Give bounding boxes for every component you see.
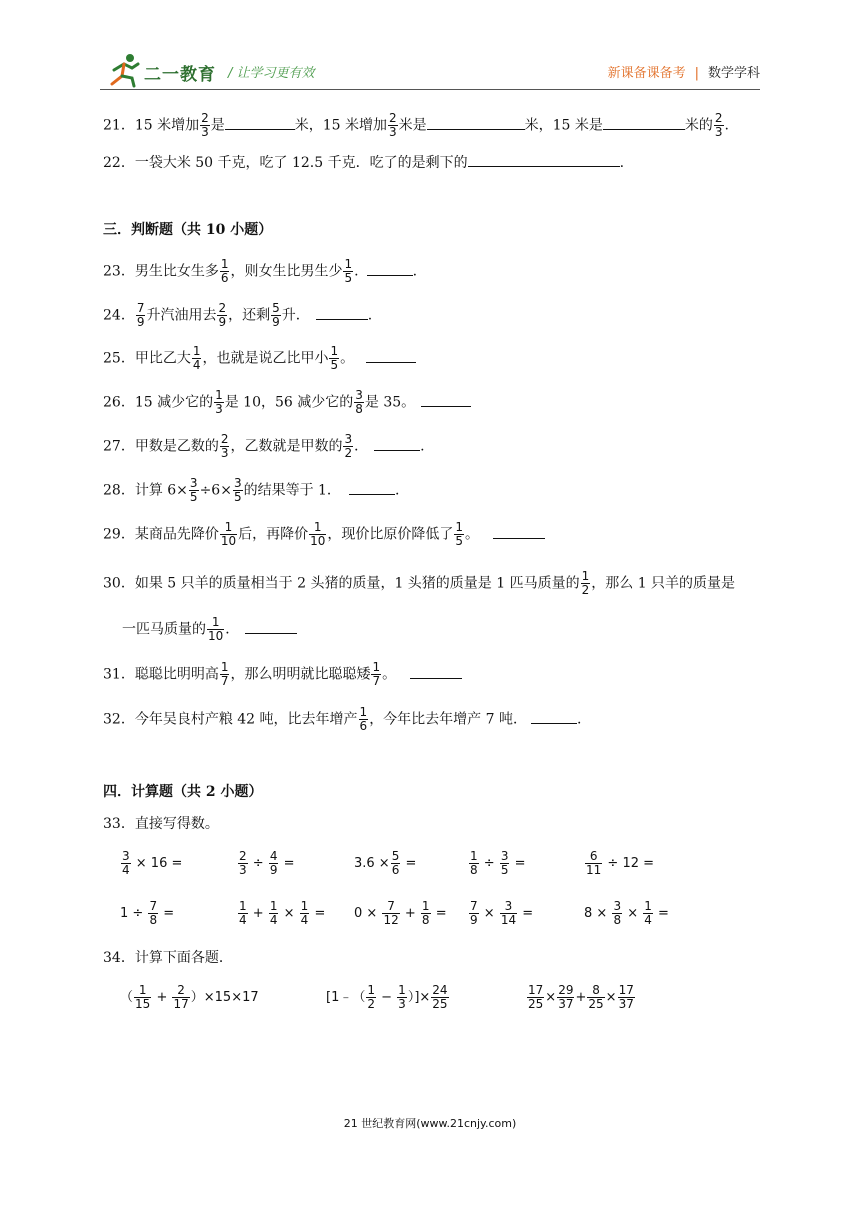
question-28: 28．计算 6× $\frac{3}{5}$ ÷6× $\frac{3}{5}$ 的结果等于 1． . [103, 476, 400, 504]
calc-item: $\frac{1}{8}$ ÷ $\frac{3}{5}$ = [470, 849, 526, 877]
header-divider [100, 89, 760, 90]
answer-blank[interactable] [245, 619, 297, 634]
question-34: 34．计算下面各题． [103, 950, 233, 966]
question-text: . [619, 155, 625, 171]
fraction: $\frac{1}{3}$ [215, 388, 223, 416]
fraction: $\frac{7}{9}$ [136, 301, 145, 329]
answer-blank[interactable] [468, 152, 620, 167]
header-separator: | [694, 66, 699, 81]
header-tag-subject: 数学学科 [707, 66, 760, 81]
question-27: 27．甲数是乙数的 $\frac{2}{3}$ ，乙数就是甲数的 $\frac{3}{2}$ ． . [103, 432, 425, 460]
calc-expression: [1﹣（ $\frac{1}{2}$ − $\frac{1}{3}$ ）]× $\frac{24}{25}$ [326, 983, 448, 1011]
fraction: $\frac{1}{6}$ [359, 705, 368, 733]
question-text: 一袋大米 50 千克，吃了 12.5 千克．吃了的是剩下的 [134, 155, 468, 171]
calc-expression: （ $\frac{1}{15}$ + $\frac{2}{17}$ ）×15×17 [120, 983, 259, 1011]
fraction: $\frac{2}{3}$ [389, 111, 397, 139]
question-text: 米，15 米是 [524, 117, 603, 134]
question-33: 33．直接写得数。 [103, 816, 219, 832]
fraction: $\frac{3}{8}$ [355, 388, 363, 416]
answer-blank[interactable] [410, 664, 462, 679]
fraction: $\frac{2}{3}$ [201, 111, 209, 139]
calc-item: $\frac{3}{4}$ × 16 = [122, 849, 183, 877]
header-right [608, 62, 760, 81]
answer-blank[interactable] [493, 524, 545, 539]
question-32: 32．今年吴良村产粮 42 吨，比去年增产 $\frac{1}{6}$ ，今年比去年增产 7 吨． . [103, 705, 582, 733]
fraction: $\frac{2}{3}$ [714, 111, 723, 139]
calc-item: $\frac{7}{9}$ × $\frac{3}{14}$ = [470, 899, 534, 927]
fraction: $\frac{3}{2}$ [344, 432, 353, 460]
question-24: 24． $\frac{7}{9}$ 升汽油用去 $\frac{2}{9}$ ，还剩 $\frac{5}{9}$ 升． . [103, 301, 373, 329]
section-title-4: 四．计算题（共 2 小题） [103, 784, 263, 800]
question-text: 米，15 米增加 [294, 117, 387, 134]
question-text: . [724, 117, 729, 134]
answer-blank[interactable] [531, 709, 577, 724]
question-21 [103, 112, 729, 139]
fraction: $\frac{2}{9}$ [218, 301, 227, 329]
answer-blank[interactable] [427, 115, 525, 130]
calc-item: 3.6 × $\frac{5}{6}$ = [354, 849, 417, 877]
page-header [100, 52, 760, 92]
question-30-continued: 一匹马质量的 $\frac{1}{10}$ ． [122, 616, 297, 643]
running-man-logo-icon [106, 52, 142, 88]
calc-item: 8 × $\frac{3}{8}$ × $\frac{1}{4}$ = [584, 899, 669, 927]
fraction: $\frac{1}{10}$ [208, 615, 224, 643]
fraction: $\frac{1}{5}$ [330, 344, 339, 372]
question-text: 是 [210, 117, 225, 134]
answer-blank[interactable] [366, 348, 416, 363]
fraction: $\frac{3}{5}$ [233, 476, 242, 504]
question-30: 30．如果 5 只羊的质量相当于 2 头猪的质量，1 头猪的质量是 1 匹马质量的 $\frac{1}{2}$ ，那么 1 只羊的质量是 [103, 569, 736, 597]
logo-text: 二一教育 [144, 65, 216, 85]
fraction: $\frac{1}{10}$ [310, 520, 326, 548]
calc-item: $\frac{2}{3}$ ÷ $\frac{4}{9}$ = [239, 849, 295, 877]
page-footer: 21 世纪教育网(www.21cnjy.com) [343, 1117, 517, 1130]
question-23: 23．男生比女生多 $\frac{1}{6}$ ，则女生比男生少 $\frac{1}{5}$ . . [103, 257, 418, 285]
question-25: 25．甲比乙大 $\frac{1}{4}$ ，也就是说乙比甲小 $\frac{1}{5}$ 。 [103, 345, 416, 372]
fraction: $\frac{1}{2}$ [581, 569, 590, 597]
calc-item: $\frac{6}{11}$ ÷ 12 = [586, 849, 655, 877]
header-tag-prep: 新课备课备考 [607, 66, 686, 81]
fraction: $\frac{1}{4}$ [192, 344, 201, 372]
answer-blank[interactable] [367, 261, 413, 276]
answer-blank[interactable] [603, 115, 685, 130]
fraction: $\frac{1}{5}$ [455, 520, 464, 548]
calc-item: $\frac{1}{4}$ + $\frac{1}{4}$ × $\frac{1}{4}$ = [239, 899, 326, 927]
answer-blank[interactable] [225, 115, 295, 130]
calc-item: 1 ÷ $\frac{7}{8}$ = [120, 899, 175, 927]
slogan: / 让学习更有效 [228, 66, 315, 81]
question-26: 26．15 减少它的 $\frac{1}{3}$ 是 10，56 减少它的 $\frac{3}{8}$ 是 35。 [103, 389, 471, 416]
fraction: $\frac{1}{6}$ [220, 257, 229, 285]
question-text: 15 米增加 [134, 117, 200, 134]
fraction: $\frac{2}{3}$ [220, 432, 229, 460]
answer-blank[interactable] [349, 480, 395, 495]
fraction: $\frac{1}{5}$ [344, 257, 353, 285]
fraction: $\frac{3}{5}$ [189, 476, 198, 504]
question-29: 29．某商品先降价 $\frac{1}{10}$ 后，再降价 $\frac{1}{10}$ ，现价比原价降低了 $\frac{1}{5}$ 。 [103, 521, 545, 548]
question-number: 22． [103, 155, 135, 171]
fraction: $\frac{1}{10}$ [220, 520, 237, 548]
question-number: 21． [103, 117, 135, 134]
fraction: $\frac{1}{7}$ [372, 660, 381, 688]
fraction: $\frac{5}{9}$ [272, 301, 280, 329]
fraction: $\frac{1}{7}$ [220, 660, 229, 688]
question-text: 米的 [684, 117, 713, 134]
calc-item: 0 × $\frac{7}{12}$ + $\frac{1}{8}$ = [354, 899, 447, 927]
section-title-3: 三．判断题（共 10 小题） [103, 222, 273, 238]
answer-blank[interactable] [316, 305, 368, 320]
calc-expression: $\frac{17}{25}$ × $\frac{29}{37}$ + $\frac{8}{25}$ × $\frac{17}{37}$ [528, 983, 634, 1011]
answer-blank[interactable] [374, 436, 420, 451]
answer-blank[interactable] [421, 392, 471, 407]
question-text: 米是 [398, 117, 427, 134]
question-22 [103, 152, 624, 173]
question-31: 31．聪聪比明明高 $\frac{1}{7}$ ，那么明明就比聪聪矮 $\frac{1}{7}$ 。 [103, 661, 462, 688]
